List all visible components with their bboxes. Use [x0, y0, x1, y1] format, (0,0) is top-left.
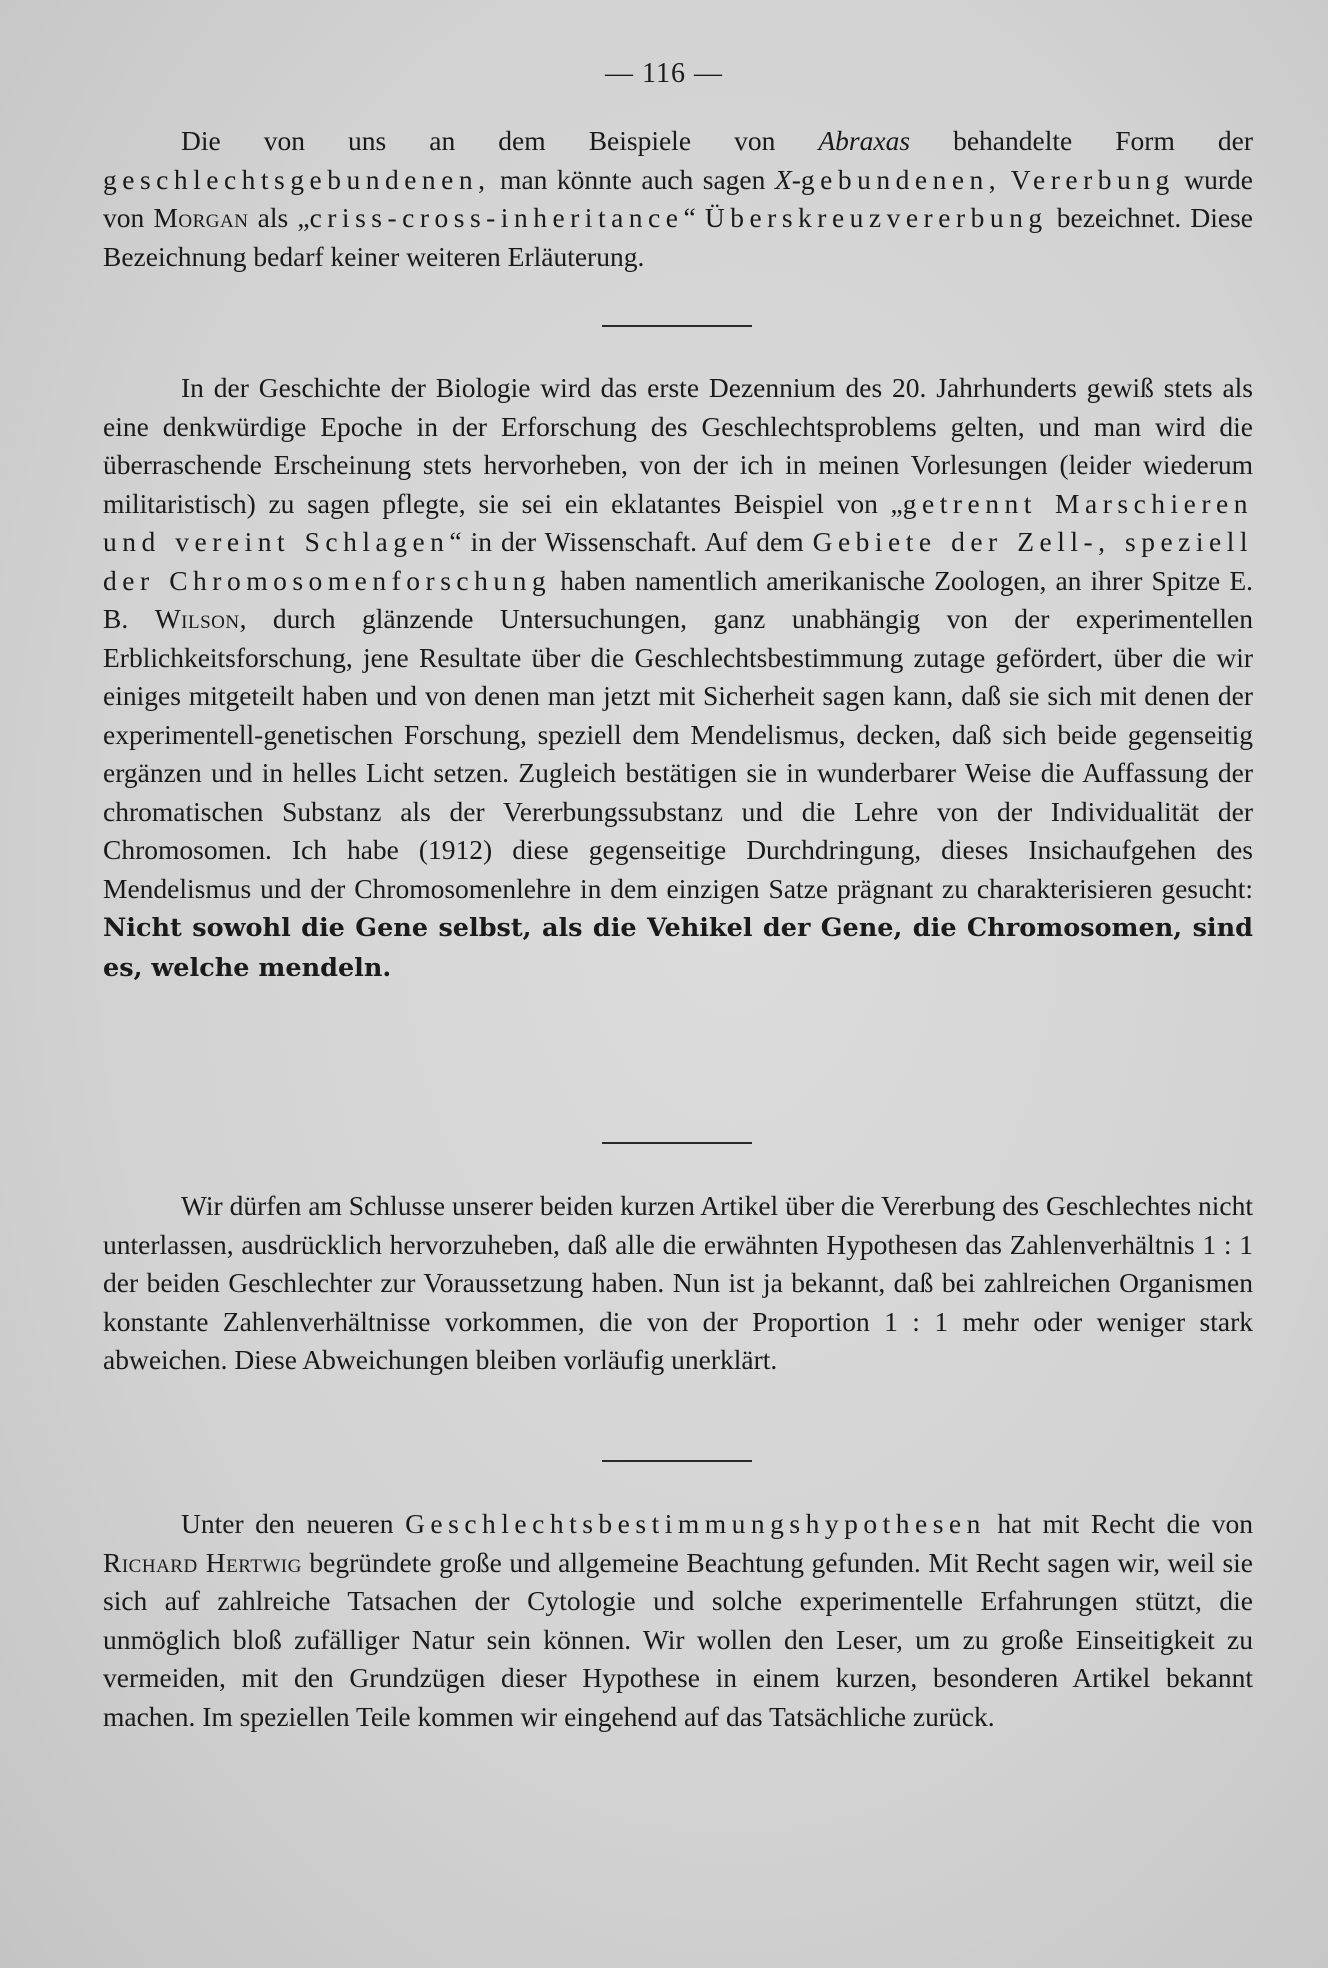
spaced-term-vererbung: Vererbung	[1010, 163, 1175, 195]
text-run: haben namentlich amerikanische Zoologen, an ihrer Spitze E. B.	[103, 564, 1254, 634]
spaced-term-ueberskreuzvererbung: Überskreuzvererbung	[704, 202, 1048, 233]
spaced-term-gebundenen: gebundenen,	[800, 163, 1002, 195]
text-run: “	[683, 202, 705, 233]
section-divider	[602, 1142, 752, 1144]
paragraph-hertwig-hypothesis	[103, 1505, 1253, 1736]
italic-term-abraxas: Abraxas	[818, 125, 911, 156]
author-name-morgan: Morgan	[153, 202, 249, 233]
bold-key-sentence: Nicht sowohl die Gene selbst, als die Vehikel der Gene, die Chromosomen, sind es, welche mendeln.	[103, 913, 1253, 983]
text-run: hat mit Recht die von	[985, 1508, 1253, 1539]
text-run: In der Geschichte der Biologie wird das erste Dezennium des 20. Jahrhunderts gewiß stets als eine denkwürdige Epoche in der Erforschung des Geschlechtsproblems gelten, und man wird die überraschende Erscheinung stets hervorheben, von der ich in meinen Vorlesungen (leider wiederum militaristisch) zu sagen pflegte, sie sei ein eklatantes Beispiel von „	[103, 372, 1253, 519]
text-run: begründete große und allgemeine Beachtung gefunden. Mit Recht sagen wir, weil sie sich auf zahlreiche Tatsachen der Cytologie und solche experimentelle Erfahrungen stützt, die unmöglich bloß zufälliger Natur sein können. Wir wollen den Leser, um zu große Einseitigkeit zu vermeiden, mit den Grundzügen dieser Hypothese in einem kurzen, besonderen Artikel bekannt machen. Im speziellen Teile kommen wir eingehend auf das Tatsächliche zurück.	[103, 1546, 1253, 1732]
author-name-richard-hertwig: Richard Hertwig	[103, 1546, 302, 1578]
italic-term-x: X	[774, 163, 792, 195]
spaced-term-criss-cross-inheritance: criss-cross-inheritance	[309, 202, 684, 233]
text-run: man könnte auch sagen	[490, 163, 775, 195]
text-run: als „	[248, 202, 310, 233]
paragraph-sex-ratio	[103, 1187, 1253, 1380]
spaced-term-geschlechtsbestimmungshypothesen: Geschlechtsbestimmungshypothesen	[405, 1508, 986, 1539]
text-run: , durch glänzende Untersuchungen, ganz unabhängig von der experimentellen Erblichkeitsforschung, jene Resultate über die Geschlechtsbestimmung zutage gefördert, über die wir einiges mitgeteilt haben und von denen man jetzt mit Sicherheit sagen kann, daß sie sich mit denen der experimentell-genetischen Forschung, speziell dem Mendelismus, decken, daß sich beide gegenseitig ergänzen und in helles Licht setzen. Zugleich bestätigen sie in wunderbarer Weise die Auffassung der chromatischen Substanz als der Vererbungssubstanz und die Lehre von der Individualität der Chromosomen. Ich habe (1912) diese gegenseitige Durchdringung, dieses Insichaufgehen des Mendelismus und der Chromosomenlehre in dem einzigen Satze prägnant zu charakterisieren gesucht:	[103, 603, 1254, 904]
section-divider	[602, 325, 752, 327]
text-run: Die von uns an dem Beispiele von	[181, 125, 819, 156]
spaced-phrase-getrennt-marschieren: getrennt Marschieren und vereint Schlagen	[103, 487, 1253, 557]
text-run: -	[791, 163, 801, 195]
text-run: wurde von	[103, 163, 1254, 233]
text-run: Wir dürfen am Schlusse unserer beiden kurzen Artikel über die Vererbung des Geschlechtes nicht unterlassen, ausdrücklich hervorzuheben, daß alle die erwähnten Hypothesen das Zahlenverhältnis 1 : 1 der beiden Geschlechter zur Voraussetzung haben. Nun ist ja bekannt, daß bei zahlreichen Organismen konstante Zahlenverhältnisse vorkommen, die von der Proportion 1 : 1 mehr oder weniger stark abweichen. Diese Abweichungen bleiben vorläufig unerklärt.	[103, 1190, 1253, 1375]
text-run	[1001, 164, 1011, 195]
page-number: — 116 —	[605, 58, 723, 89]
text-run: behandelte Form der	[910, 125, 1253, 156]
spaced-term-geschlechtsgebundenen: geschlechtsgebundenen,	[103, 163, 491, 195]
spaced-phrase-chromosomenforschung: Gebiete der Zell-, speziell der Chromosomenforschung	[103, 526, 1254, 596]
paragraph-criss-cross-inheritance	[103, 122, 1253, 276]
text-run: bezeichnet. Diese Bezeichnung bedarf keiner weiteren Erläuterung.	[103, 202, 1253, 272]
text-run: “ in der Wissenschaft. Auf dem	[449, 526, 813, 557]
text-run: Unter den neueren	[181, 1508, 406, 1539]
author-name-wilson: Wilson	[154, 603, 240, 634]
paragraph-chromosome-research	[103, 369, 1253, 987]
section-divider	[602, 1460, 752, 1462]
